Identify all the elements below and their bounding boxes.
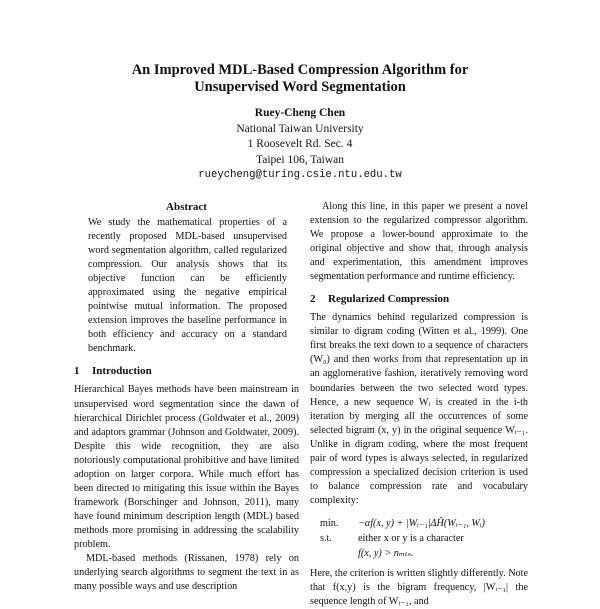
section-1-paragraph-2: MDL-based methods (Rissanen, 1978) rely on underlying search algorithms to segment the text in as many possible ways and use description: [74, 553, 299, 593]
abstract-heading: Abstract: [166, 201, 207, 213]
author-email: rueycheng@turing.csie.ntu.edu.tw: [198, 169, 402, 181]
section-2-number: 2: [310, 293, 316, 306]
eq-label-st: s.t.: [320, 532, 332, 544]
title-line-1: An Improved MDL-Based Compression Algorithm for: [131, 62, 469, 78]
section-2-paragraph-2: Here, the criterion is written slightly differently. Note that f(x,y) is the bigram frequency, |Wᵢ₋₁| the sequence length of Wᵢ₋₁, and: [310, 567, 528, 608]
section-1-heading: [74, 364, 299, 378]
eq-constraint-2: f(x, y) > nₘₜₛ.: [358, 547, 414, 559]
abstract-text: We study the mathematical properties of a recently proposed MDL-based unsupervised word segmentation algorithm, called regularized compression. Our analysis shows that its objective function can be efficiently approximated using the negative empirical pointwise mutual information. The proposed extension improves the baseline performance in both efficiency and accuracy on a standard benchmark.: [88, 217, 287, 355]
title-line-2: Unsupervised Word Segmentation: [194, 79, 406, 95]
section-2-heading: [310, 292, 528, 306]
author-block: [0, 106, 600, 184]
optimization-equation: [310, 516, 528, 561]
section-2-title: Regularized Compression: [328, 293, 450, 306]
author-address-1: 1 Roosevelt Rd. Sec. 4: [247, 138, 353, 150]
section-2-paragraph-1: The dynamics behind regularized compression is similar to digram coding (Witten et al., 1999). One first breaks the text down to a sequence of characters (W₀) and then works from that representation up in an agglomerative fashion, iteratively removing word boundaries between the two selected word types. Hence, a new sequence Wᵢ is created in the i-th iteration by merging all the occurrences of some selected bigram (x, y) in the original sequence Wᵢ₋₁. Unlike in digram coding, where the most frequent pair of word types is always selected, in regularized compression a specialized decision criterion is used to balance compression rate and vocabulary complexity:: [310, 312, 528, 506]
author-name: Ruey-Cheng Chen: [254, 107, 346, 119]
eq-label-blank: [310, 546, 358, 561]
eq-objective: −αf(x, y) + |Wᵢ₋₁|ΔĤ(Wᵢ₋₁, Wᵢ): [358, 517, 485, 529]
author-address-2: Taipei 106, Taiwan: [256, 153, 344, 166]
section-1-title: Introduction: [92, 365, 152, 378]
eq-label-min: min.: [320, 517, 339, 529]
right-intro-paragraph: Along this line, in this paper we present a novel extension to the regularized compressor algorithm. We propose a lower-bound approximate to the original objective and show that, through analysis and experimentation, this amendment improves segmentation performance and runtime efficiency.: [310, 201, 528, 283]
section-1-paragraph-1: Hierarchical Bayes methods have been mainstream in unsupervised word segmentation since the dawn of hierarchical Dirichlet process (Goldwater et al., 2009) and adaptors grammar (Johnson and Goldwater, 2009). Despite this wide recognition, they are also notoriously computational prohibitive and have limited adoption on larger corpora. While much effort has been directed to mitigating this issue within the Bayes framework (Borschinger and Johnson, 2011), many have found minimum description length (MDL) based methods more promising in addressing the scalability problem.: [74, 384, 299, 550]
paper-title: [0, 62, 600, 96]
eq-constraint-1: either x or y is a character: [358, 532, 464, 544]
author-affiliation: National Taiwan University: [236, 122, 364, 135]
section-1-number: 1: [74, 365, 80, 378]
left-column: [74, 200, 299, 594]
right-column: [310, 200, 528, 609]
